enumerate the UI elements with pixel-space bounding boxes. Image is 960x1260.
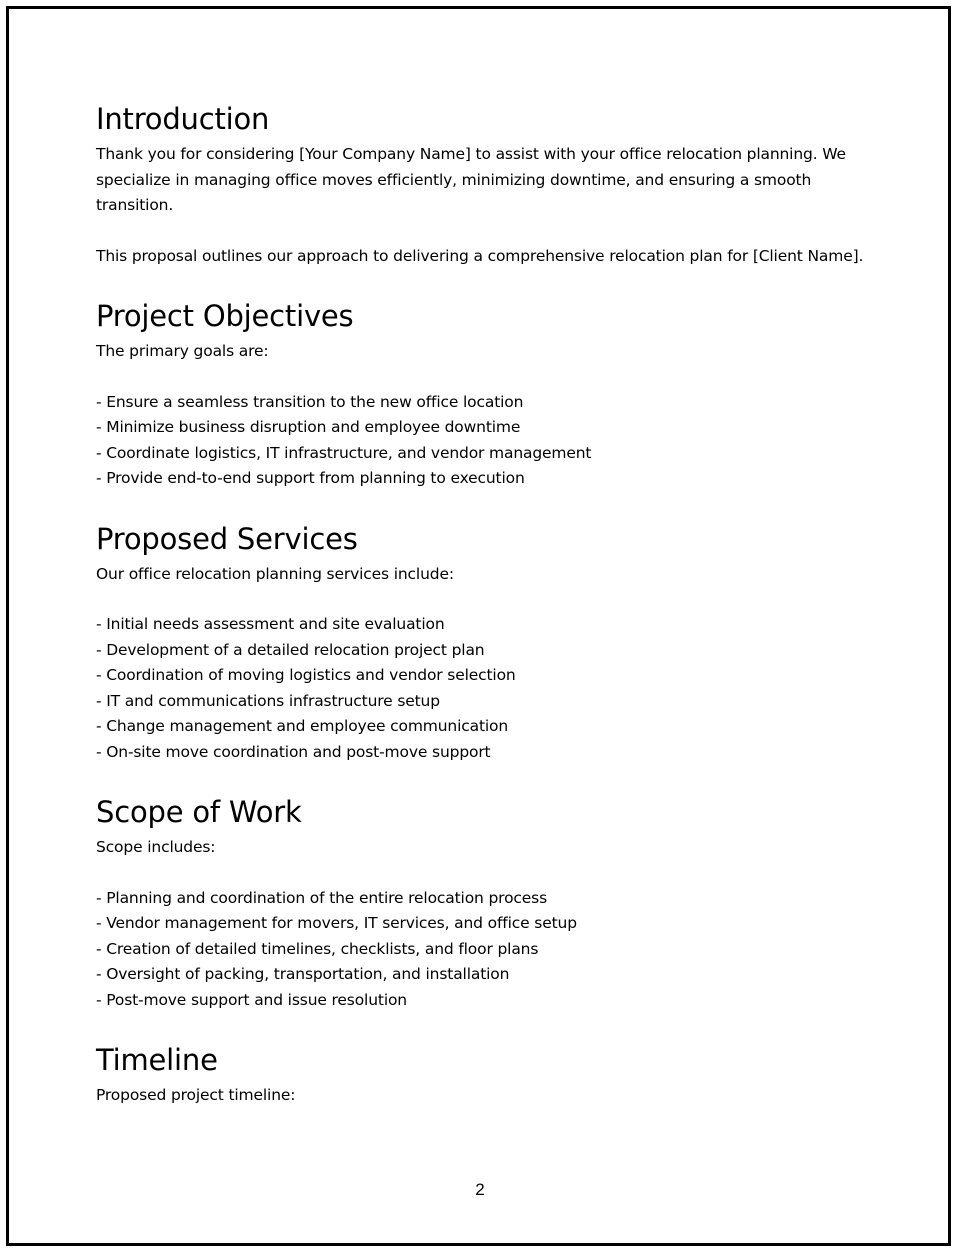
section-intro: Proposed project timeline: (96, 1086, 296, 1104)
list-item: - On-site move coordination and post-move support (96, 742, 491, 761)
list-item: - Change management and employee communication (96, 717, 509, 735)
list-item: - Ensure a seamless transition to the new office location (96, 392, 524, 411)
services-list (96, 612, 886, 765)
list-item: - Minimize business disruption and employee downtime (96, 418, 521, 436)
list-item: - Coordinate logistics, IT infrastructure, and vendor management (96, 443, 592, 462)
page-number: 2 (475, 1180, 485, 1199)
list-item: - Planning and coordination of the entire relocation process (96, 888, 548, 907)
section-heading: Scope of Work (96, 795, 302, 829)
list-item: - IT and communications infrastructure setup (96, 691, 440, 710)
section-heading: Project Objectives (96, 299, 354, 333)
list-item: - Coordination of moving logistics and vendor selection (96, 666, 516, 684)
list-item: - Initial needs assessment and site evaluation (96, 615, 445, 633)
section-timeline (96, 1041, 886, 1109)
section-heading: Timeline (96, 1043, 218, 1077)
objectives-list (96, 390, 886, 492)
section-project-objectives (96, 297, 886, 492)
section-heading: Introduction (96, 102, 270, 136)
list-item: - Creation of detailed timelines, checklists, and floor plans (96, 939, 539, 958)
section-scope-of-work (96, 793, 886, 1013)
list-item: - Oversight of packing, transportation, and installation (96, 965, 510, 983)
paragraph: Thank you for considering [Your Company Name] to assist with your office relocation planning. We specialize in managing office moves efficiently, minimizing downtime, and ensuring a smooth transition. (96, 145, 846, 214)
list-item: - Development of a detailed relocation project plan (96, 640, 485, 659)
document-body (96, 100, 886, 1137)
list-item: - Vendor management for movers, IT services, and office setup (96, 914, 577, 932)
list-item: - Post-move support and issue resolution (96, 990, 407, 1009)
section-intro: Our office relocation planning services include: (96, 564, 454, 583)
section-introduction (96, 100, 886, 269)
section-proposed-services (96, 520, 886, 766)
list-item: - Provide end-to-end support from planning to execution (96, 469, 525, 487)
section-heading: Proposed Services (96, 521, 358, 556)
section-intro: Scope includes: (96, 838, 216, 856)
paragraph: This proposal outlines our approach to delivering a comprehensive relocation plan for [Client Name]. (96, 246, 864, 265)
section-intro: The primary goals are: (96, 342, 269, 360)
scope-list (96, 886, 886, 1014)
